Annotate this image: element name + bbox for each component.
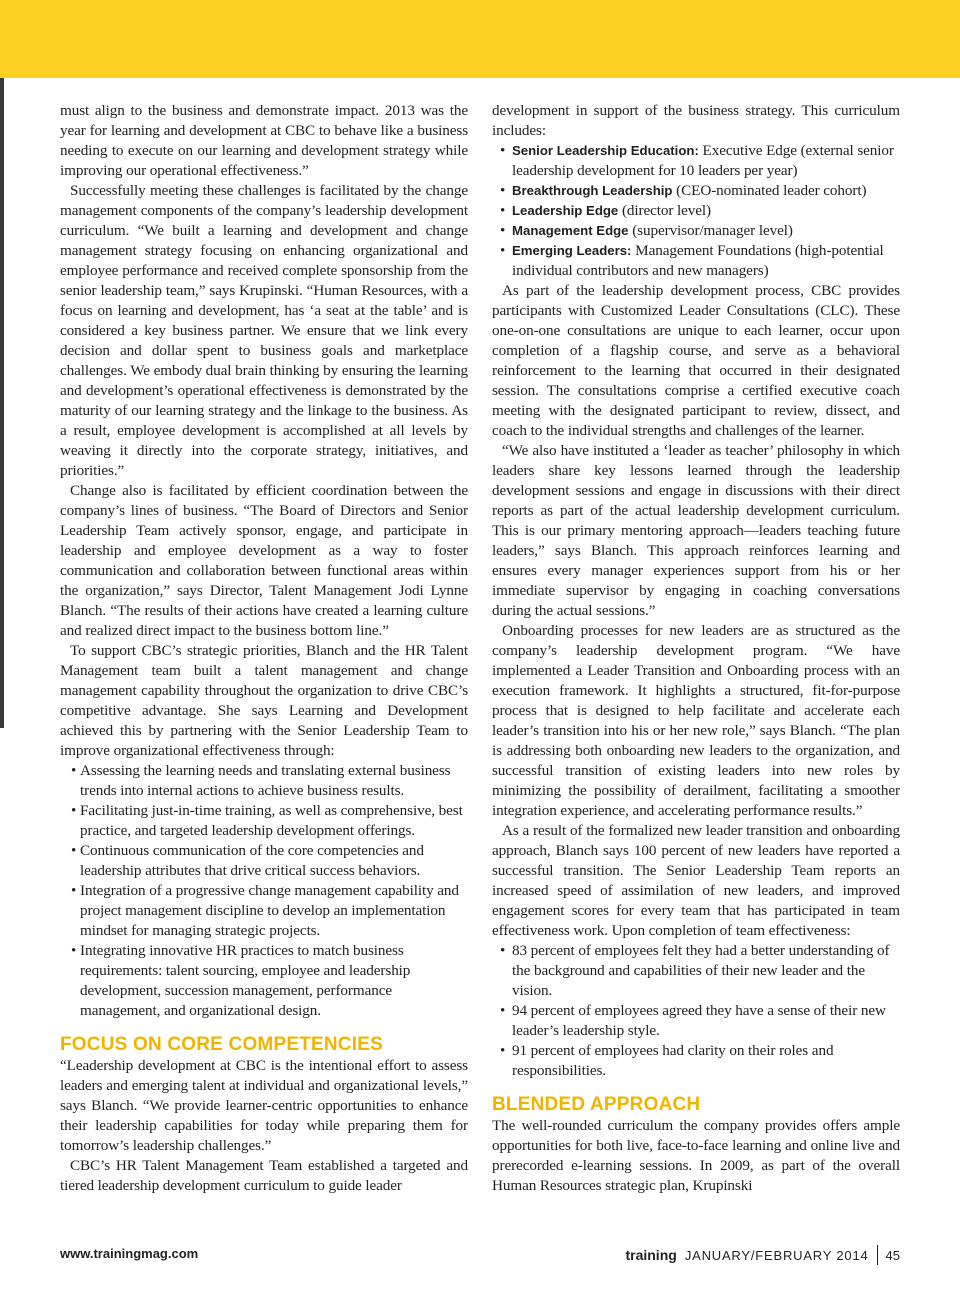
right-column: [492, 101, 900, 1196]
list-item: • Facilitating just-in-time training, as well as comprehensive, best practice, and targeted leadership development offerings.: [60, 801, 468, 841]
list-item: • Continuous communication of the core competencies and leadership attributes that drive critical success behaviors.: [60, 841, 468, 881]
right-paragraph-5: As a result of the formalized new leader transition and onboarding approach, Blanch says 100 percent of new leaders have reported a successful transition. The Senior Leadership Team reports an increased speed of assimilation of new leaders, and improved engagement scores for every team that has participated in team effectiveness work. Upon completion of team effectiveness:: [492, 822, 900, 939]
curriculum-item: [492, 221, 900, 241]
left-column: [60, 101, 468, 1196]
curriculum-item: [492, 141, 900, 181]
right-paragraph-4: Onboarding processes for new leaders are as structured as the company’s leadership development program. “We have implemented a Leader Transition and Onboarding process with an execution framework. It highlights a structured, fit-for-purpose process that is designed to help facilitate and accelerate each leader’s transition into his or her new role,” says Blanch. “The plan is addressing both onboarding new leaders to the organization, and successful transition of existing leaders into new roles by minimizing the possibility of derailment, facilitating a smoother integration experience, and accelerating performance results.”: [492, 622, 900, 819]
curriculum-item-label: Emerging Leaders:: [512, 243, 632, 258]
footer-brand: training: [625, 1247, 677, 1263]
right-paragraph-3: “We also have instituted a ‘leader as teacher’ philosophy in which leaders share key lessons learned through the leadership development sessions and engage in discussions with their direct reports as part of the actual leadership development curriculum. This is our primary mentoring approach—leaders teaching future leaders,” says Blanch. This approach reinforces learning and ensures every manager experiences support from his or her immediate supervisor by engaging in coaching conversations during the actual sessions.”: [492, 442, 900, 619]
page-number: 45: [885, 1247, 900, 1263]
right-paragraph-6: The well-rounded curriculum the company provides offers ample opportunities for both live, face-to-face learning and online live and prerecorded e-learning sessions. In 2009, as part of the overall Human Resources strategic plan, Krupinski: [492, 1117, 900, 1194]
curriculum-item-label: Leadership Edge: [512, 203, 619, 218]
results-bullet-list: [492, 941, 900, 1081]
left-paragraph-1: must align to the business and demonstrate impact. 2013 was the year for learning and development at CBC to behave like a business needing to execute on our learning and development strategy while improving our operational effectiveness.”: [60, 102, 468, 179]
right-paragraph-2: As part of the leadership development process, CBC provides participants with Customized Leader Consultations (CLC). These one-on-one consultations are unique to each learner, occur upon completion of a flagship course, and serve as a behavioral reinforcement to the learning that occurred in their designated session. The consultations comprise a certified executive coach meeting with the designated participant to review, dissect, and coach to the individual strengths and challenges of the learner.: [492, 282, 900, 439]
list-item: • Assessing the learning needs and translating external business trends into internal actions to achieve business results.: [60, 761, 468, 801]
footer-issue-date: JANUARY/FEBRUARY 2014: [684, 1247, 869, 1263]
effectiveness-bullet-list: [60, 761, 468, 1021]
list-item: • Integrating innovative HR practices to match business requirements: talent sourcing, employee and leadership development, succession management, performance management, and organizational design.: [60, 941, 468, 1021]
curriculum-item-label: Senior Leadership Education:: [512, 143, 699, 158]
binding-edge-rule: [0, 78, 4, 728]
curriculum-item-text: (director level): [618, 202, 712, 219]
list-item: • 91 percent of employees had clarity on their roles and responsibilities.: [492, 1041, 900, 1081]
top-color-band: [0, 0, 960, 78]
left-paragraph-3: Change also is facilitated by efficient coordination between the company’s lines of business. “The Board of Directors and Senior Leadership Team actively sponsor, engage, and participate in leadership and employee development as a way to foster communication and collaboration between functional areas within the organization,” says Director, Talent Management Jodi Lynne Blanch. “The results of their actions have created a learning culture and realized direct impact to the business bottom line.”: [60, 482, 468, 639]
curriculum-item-label: Breakthrough Leadership: [512, 183, 673, 198]
footer-divider: [877, 1245, 878, 1265]
curriculum-item-text: (CEO-nominated leader cohort): [672, 182, 867, 199]
curriculum-item-text: Management Foundations (high-potential individual contributors and new managers): [512, 242, 884, 279]
list-item: • 83 percent of employees felt they had a better understanding of the background and capabilities of their new leader and the vision.: [492, 941, 900, 1001]
curriculum-item: [492, 241, 900, 281]
section-heading-blended-approach: BLENDED APPROACH: [492, 1094, 701, 1115]
curriculum-item-label: Management Edge: [512, 223, 629, 238]
left-paragraph-5: “Leadership development at CBC is the intentional effort to assess leaders and emerging talent at individual and organizational levels,” says Blanch. “We provide learner-centric opportunities to enhance their leadership capabilities for today while preparing them for tomorrow’s leadership challenges.”: [60, 1057, 468, 1154]
footer-folio: [625, 1245, 900, 1265]
section-heading-core-competencies: FOCUS ON CORE COMPETENCIES: [60, 1034, 383, 1055]
list-item: • 94 percent of employees agreed they have a sense of their new leader’s leadership style.: [492, 1001, 900, 1041]
left-paragraph-2: Successfully meeting these challenges is facilitated by the change management components of the company’s leadership development curriculum. “We built a learning and development and change management strategy focusing on enhancing organizational and employee performance and received complete sponsorship from the senior leadership team,” says Krupinski. “Human Resources, with a focus on learning and development, has ‘a seat at the table’ and is considered a key business partner. We ensure that we link every decision and dollar spent to business goals and marketplace challenges. We embody dual brain thinking by ensuring the learning and development’s operational effectiveness is demonstrated by the maturity of our learning strategy and the linkage to the business. As a result, employee development is accomplished at all levels by weaving it directly into the corporate strategy, initiatives, and priorities.”: [60, 182, 468, 479]
footer-website: www.trainingmag.com: [60, 1246, 199, 1261]
curriculum-item-text: (supervisor/manager level): [628, 222, 793, 239]
curriculum-item: [492, 181, 900, 201]
right-paragraph-1: development in support of the business strategy. This curriculum includes:: [492, 102, 900, 139]
left-paragraph-4: To support CBC’s strategic priorities, Blanch and the HR Talent Management team built a talent management and change management capability throughout the organization to drive CBC’s competitive advantage. She says Learning and Development achieved this by partnering with the Senior Leadership Team to improve organizational effectiveness through:: [60, 642, 468, 759]
curriculum-item: [492, 201, 900, 221]
list-item: • Integration of a progressive change management capability and project management discipline to develop an implementation mindset for managing strategic projects.: [60, 881, 468, 941]
curriculum-item-text: Executive Edge (external senior leadership development for 10 leaders per year): [512, 142, 894, 179]
left-paragraph-6: CBC’s HR Talent Management Team established a targeted and tiered leadership development curriculum to guide leader: [60, 1157, 468, 1194]
curriculum-list: [492, 141, 900, 281]
